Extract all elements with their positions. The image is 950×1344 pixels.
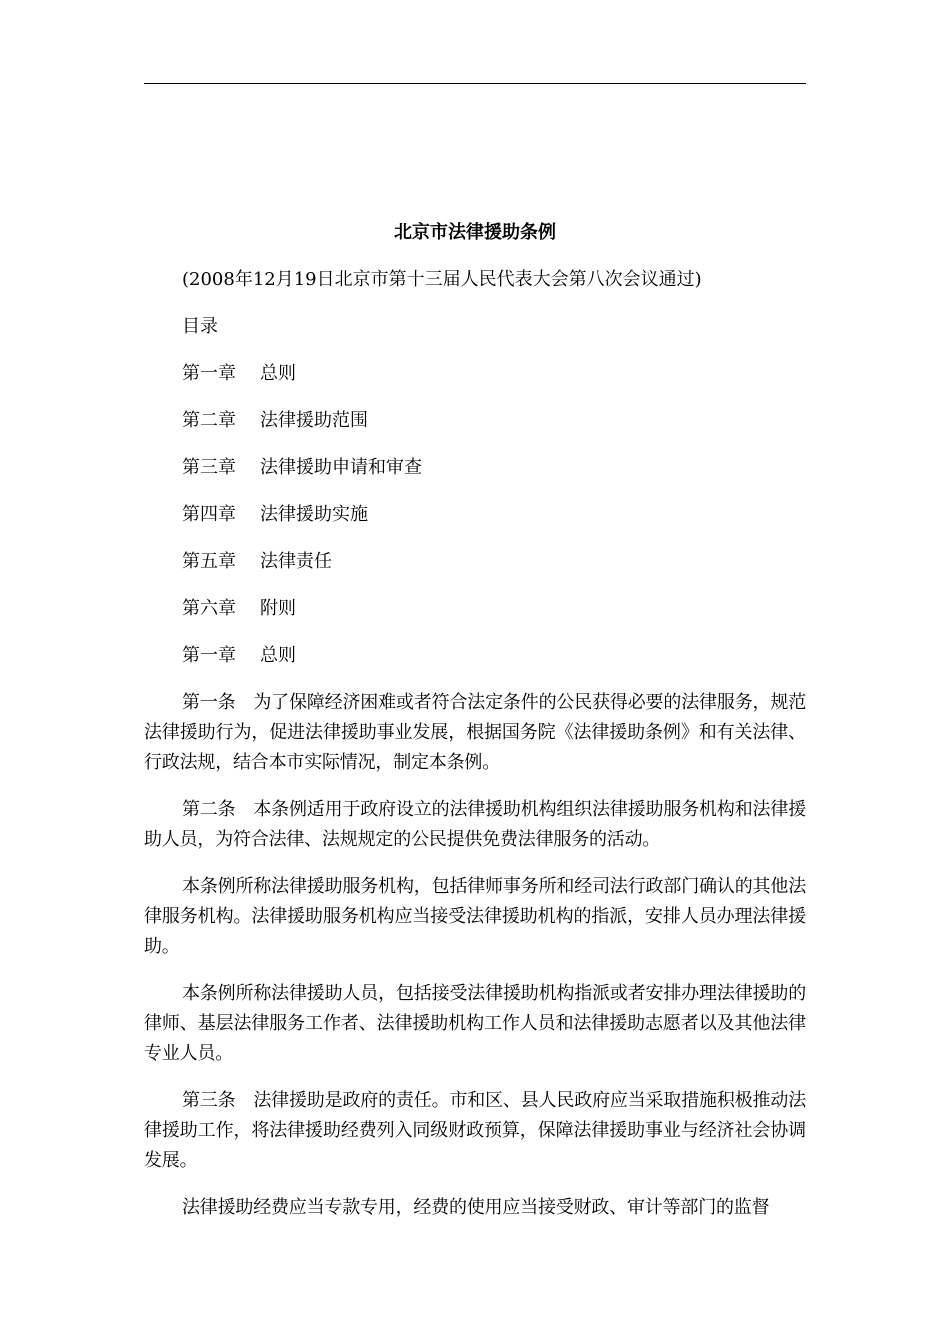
toc-chapter-name: 法律援助实施 xyxy=(260,504,368,525)
toc-chapter-number: 第六章 xyxy=(182,598,236,619)
toc-item xyxy=(144,406,806,436)
header-rule xyxy=(144,83,806,84)
toc-heading: 目录 xyxy=(182,316,218,337)
article-paragraph: 法律援助经费应当专款专用，经费的使用应当接受财政、审计等部门的监督 xyxy=(182,1197,770,1218)
toc-item xyxy=(144,500,806,530)
chapter-heading xyxy=(144,641,806,671)
toc-item xyxy=(144,547,806,577)
article-paragraph: 第二条 本条例适用于政府设立的法律援助机构组织法律援助服务机构和法律援助人员，为符合法律、法规规定的公民提供免费法律服务的活动。 xyxy=(144,799,806,850)
toc-chapter-name: 附则 xyxy=(260,598,296,619)
toc-item xyxy=(144,359,806,389)
toc-item xyxy=(144,453,806,483)
toc-chapter-number: 第一章 xyxy=(182,363,236,384)
toc-chapter-number: 第三章 xyxy=(182,457,236,478)
toc-chapter-number: 第四章 xyxy=(182,504,236,525)
document-body xyxy=(144,218,806,1240)
toc-chapter-name: 法律援助申请和审查 xyxy=(260,457,422,478)
chapter-number: 第一章 xyxy=(182,645,236,666)
article-paragraph: 本条例所称法律援助服务机构，包括律师事务所和经司法行政部门确认的其他法律服务机构。法律援助服务机构应当接受法律援助机构的指派，安排人员办理法律援助。 xyxy=(144,876,806,957)
toc-item xyxy=(144,594,806,624)
article-paragraph: 第一条 为了保障经济困难或者符合法定条件的公民获得必要的法律服务，规范法律援助行为，促进法律援助事业发展，根据国务院《法律援助条例》和有关法律、行政法规，结合本市实际情况，制定本条例。 xyxy=(144,692,806,773)
toc-chapter-name: 法律援助范围 xyxy=(260,410,368,431)
article-paragraph: 第三条 法律援助是政府的责任。市和区、县人民政府应当采取措施积极推动法律援助工作，将法律援助经费列入同级财政预算，保障法律援助事业与经济社会协调发展。 xyxy=(144,1090,806,1171)
toc-chapter-number: 第二章 xyxy=(182,410,236,431)
document-title: 北京市法律援助条例 xyxy=(394,222,556,243)
toc-chapter-name: 法律责任 xyxy=(260,551,332,572)
document-subtitle: (2008年12月19日北京市第十三届人民代表大会第八次会议通过) xyxy=(182,269,702,290)
chapter-name: 总则 xyxy=(260,645,296,666)
toc-chapter-number: 第五章 xyxy=(182,551,236,572)
toc-chapter-name: 总则 xyxy=(260,363,296,384)
article-paragraph: 本条例所称法律援助人员，包括接受法律援助机构指派或者安排办理法律援助的律师、基层法律服务工作者、法律援助机构工作人员和法律援助志愿者以及其他法律专业人员。 xyxy=(144,983,806,1064)
